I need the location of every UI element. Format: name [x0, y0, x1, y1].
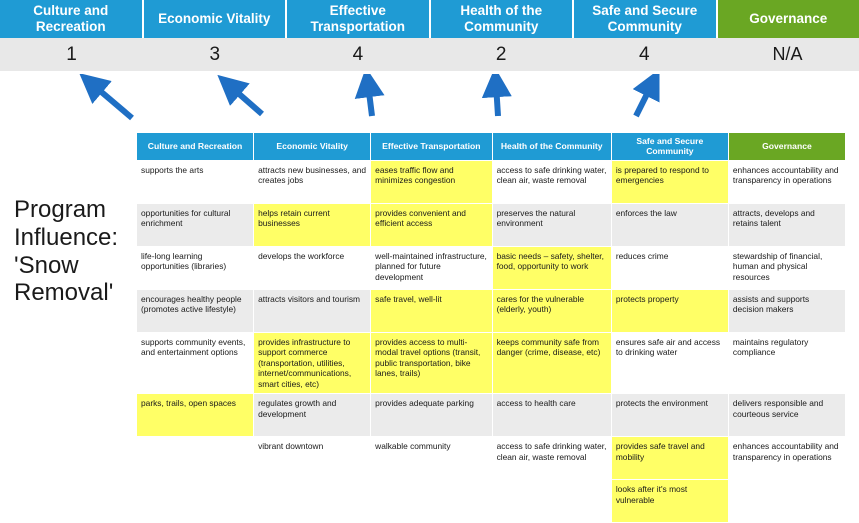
- matrix-row: [137, 246, 846, 289]
- header-label: Culture and Recreation: [4, 3, 138, 34]
- matrix-cell: [371, 480, 492, 523]
- score-effective-transportation: 4: [286, 38, 429, 71]
- caption-line-4: Removal': [14, 279, 134, 307]
- matrix-cell: walkable community: [371, 437, 492, 480]
- matrix-cell: protects the environment: [611, 394, 728, 437]
- matrix-cell: enhances accountability and transparency in operations: [728, 160, 845, 203]
- matrix-row: [137, 480, 846, 523]
- matrix-cell: attracts visitors and tourism: [254, 289, 371, 332]
- influence-matrix-table: [136, 132, 846, 523]
- matrix-cell: preserves the natural environment: [492, 203, 611, 246]
- matrix-row: [137, 437, 846, 480]
- matrix-cell: helps retain current businesses: [254, 203, 371, 246]
- matrix-cell: enhances accountability and transparency in operations: [728, 437, 845, 480]
- caption-line-1: Program: [14, 196, 134, 224]
- matrix-cell: looks after it's most vulnerable: [611, 480, 728, 523]
- header-label: Economic Vitality: [158, 11, 270, 27]
- score-health-of-the-community: 2: [430, 38, 573, 71]
- matrix-cell: access to safe drinking water, clean air, waste removal: [492, 160, 611, 203]
- arrow-effective-transportation: [368, 84, 372, 116]
- score-band: [0, 38, 859, 74]
- program-influence-caption: [14, 196, 134, 307]
- matrix-cell: supports the arts: [137, 160, 254, 203]
- matrix-cell: provides infrastructure to support commerce (transportation, utilities, internet/communications, smart cities, etc): [254, 332, 371, 394]
- header-label: Health of the Community: [435, 3, 569, 34]
- score-governance: N/A: [716, 38, 859, 71]
- arrow-culture-and-recreation: [92, 84, 132, 118]
- matrix-cell: ensures safe air and access to drinking water: [611, 332, 728, 394]
- matrix-col-governance: Governance: [728, 133, 845, 161]
- arrow-health-of-the-community: [496, 84, 498, 116]
- matrix-cell: [492, 480, 611, 523]
- matrix-cell: opportunities for cultural enrichment: [137, 203, 254, 246]
- matrix-cell: maintains regulatory compliance: [728, 332, 845, 394]
- header-cell-governance: [718, 0, 859, 38]
- score-economic-vitality: 3: [143, 38, 286, 71]
- arrow-economic-vitality: [230, 86, 262, 114]
- arrow-safe-and-secure-community: [636, 84, 652, 116]
- matrix-cell: access to safe drinking water, clean air, waste removal: [492, 437, 611, 480]
- matrix-col-safe-and-secure-community: Safe and Secure Community: [611, 133, 728, 161]
- header-label: Effective Transportation: [291, 3, 425, 34]
- matrix-row: [137, 160, 846, 203]
- matrix-cell: [137, 437, 254, 480]
- matrix-cell: well-maintained infrastructure, planned for future development: [371, 246, 492, 289]
- matrix-col-effective-transportation: Effective Transportation: [371, 133, 492, 161]
- matrix-cell: provides adequate parking: [371, 394, 492, 437]
- header-cell-health-of-the-community: [431, 0, 575, 38]
- matrix-col-health-of-the-community: Health of the Community: [492, 133, 611, 161]
- matrix-cell: assists and supports decision makers: [728, 289, 845, 332]
- header-cell-culture-and-recreation: [0, 0, 144, 38]
- matrix-cell: vibrant downtown: [254, 437, 371, 480]
- matrix-cell: regulates growth and development: [254, 394, 371, 437]
- matrix-row: [137, 289, 846, 332]
- matrix-col-culture-and-recreation: Culture and Recreation: [137, 133, 254, 161]
- matrix-cell: supports community events, and entertainment options: [137, 332, 254, 394]
- matrix-cell: reduces crime: [611, 246, 728, 289]
- header-cell-safe-and-secure-community: [574, 0, 718, 38]
- matrix-cell: encourages healthy people (promotes active lifestyle): [137, 289, 254, 332]
- score-culture-and-recreation: 1: [0, 38, 143, 71]
- score-safe-and-secure-community: 4: [573, 38, 716, 71]
- matrix-cell: attracts, develops and retains talent: [728, 203, 845, 246]
- matrix-cell: cares for the vulnerable (elderly, youth): [492, 289, 611, 332]
- matrix-cell: delivers responsible and courteous service: [728, 394, 845, 437]
- matrix-cell: life-long learning opportunities (libraries): [137, 246, 254, 289]
- matrix-cell: basic needs – safety, shelter, food, opportunity to work: [492, 246, 611, 289]
- matrix-cell: access to health care: [492, 394, 611, 437]
- header-label: Safe and Secure Community: [578, 3, 712, 34]
- matrix-col-economic-vitality: Economic Vitality: [254, 133, 371, 161]
- header-cell-economic-vitality: [144, 0, 288, 38]
- header-cell-effective-transportation: [287, 0, 431, 38]
- matrix-cell: eases traffic flow and minimizes congestion: [371, 160, 492, 203]
- matrix-cell: [254, 480, 371, 523]
- caption-line-3: 'Snow: [14, 252, 134, 280]
- matrix-row: [137, 203, 846, 246]
- matrix-cell: attracts new businesses, and creates jobs: [254, 160, 371, 203]
- matrix-cell: safe travel, well-lit: [371, 289, 492, 332]
- matrix-cell: provides access to multi-modal travel options (transit, public transportation, bike lanes, trails): [371, 332, 492, 394]
- caption-line-2: Influence:: [14, 224, 134, 252]
- matrix-cell: [728, 480, 845, 523]
- priority-header-band: [0, 0, 859, 38]
- matrix-cell: protects property: [611, 289, 728, 332]
- matrix-cell: provides convenient and efficient access: [371, 203, 492, 246]
- matrix-cell: parks, trails, open spaces: [137, 394, 254, 437]
- matrix-cell: keeps community safe from danger (crime, disease, etc): [492, 332, 611, 394]
- matrix-row: [137, 332, 846, 394]
- matrix-cell: stewardship of financial, human and physical resources: [728, 246, 845, 289]
- header-label: Governance: [749, 11, 827, 27]
- matrix-cell: is prepared to respond to emergencies: [611, 160, 728, 203]
- matrix-cell: provides safe travel and mobility: [611, 437, 728, 480]
- matrix-header-row: [137, 133, 846, 161]
- matrix-cell: enforces the law: [611, 203, 728, 246]
- matrix-row: [137, 394, 846, 437]
- matrix-cell: [137, 480, 254, 523]
- matrix-cell: develops the workforce: [254, 246, 371, 289]
- arrow-group: [0, 74, 859, 132]
